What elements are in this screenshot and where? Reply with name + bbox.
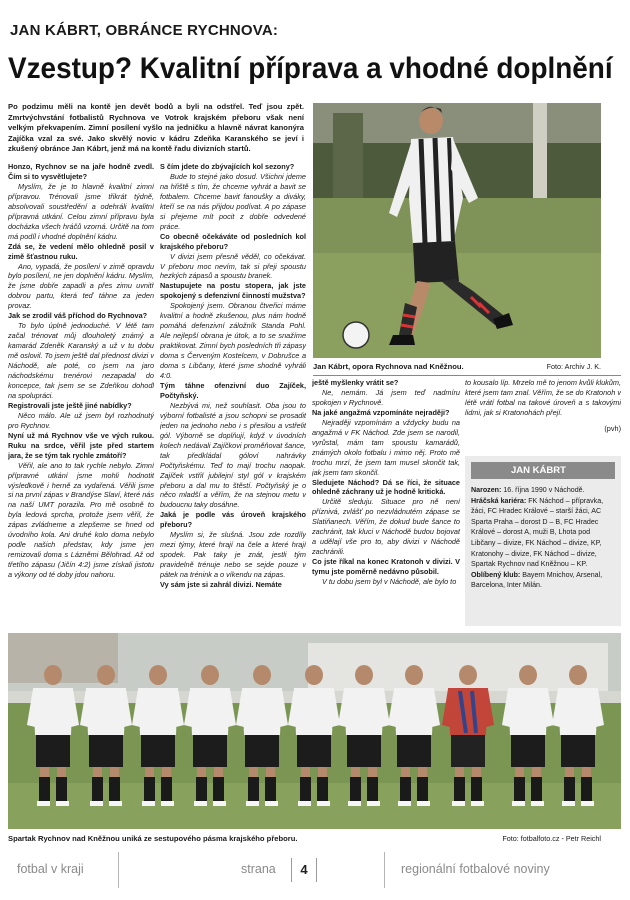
interview-question: Co jste říkal na konec Kratonoh v divizi. V tymu jste poměrně nedávno působil.: [312, 557, 460, 577]
infobox-born-label: Narozen:: [471, 486, 502, 494]
interview-question: S čím jdete do zbývajících kol sezony?: [160, 162, 295, 171]
infobox-career-value: FK Náchod – přípravka, žáci, FC Hradec Králové – starší žáci, AC Sparta Praha – dorost D – B, FC Hradec Králové – dorost A, muži B, Lhota pod Libčany – divize, FK Náchod – divize, KP, Kratonohy – divize, FK Náchod – divize, Spartak Rychnov nad Kněžnou – KP.: [471, 496, 604, 569]
interview-answer: Něco málo. Ale už jsem byl rozhodnutý pro Rychnov.: [8, 410, 154, 430]
footer-publication: regionální fotbalové noviny: [401, 862, 550, 876]
interview-question: Jak se zrodil váš příchod do Rychnova?: [8, 311, 148, 321]
interview-answer: Nezbývá mi, než souhlasit. Oba jsou to výborní fotbalisté a jsou schopni se prosadit jeden na jednoho nebo i s přesilou a vstřelit gól. Výborně se doplňují, když v úvodních kolech nedávali Zajíčkovi proměňovat šance, tak předkládal góloví nahrávky Počtyňskému. Teď to mají trochu naopak. Zajíček vstřil jubilejní styl gól v krajském přeboru a dal mu to štěstí. Počtyňský je o něco mladší a věřím, že na stejnou metu v budoucnu taky dosáhne.: [160, 400, 306, 510]
interview-question: Registrovali jste ještě jiné nabídky?: [8, 400, 132, 410]
caption-text: Jan Kábrt, opora Rychnova nad Kněžnou.: [313, 362, 464, 371]
author-signature: (pvh): [604, 423, 621, 433]
footer-page-number: 4: [291, 858, 317, 882]
footer-rule-left: [118, 852, 119, 888]
footer-section-label: fotbal v kraji: [17, 862, 84, 876]
interview-question: Sledujete Náchod? Dá se říci, že situace ohledně záchrany už je hodně kritická.: [312, 477, 460, 497]
infobox-fav-label: Oblíbený klub:: [471, 570, 521, 579]
article-column-4: [465, 378, 621, 450]
article-column-1: [8, 162, 154, 627]
photo-credit: Foto: Archiv J. K.: [546, 362, 601, 371]
lead-paragraph: Po podzimu měli na kontě jen devět bodů a byli na odstřel. Teď jsou zpět. Zmrtvýchvstání fotbalistů Rychnova ve Votrok krajském přeboru však není velkým překvapením. Zimní posílení vyšlo na jedničku a hlavně návrat kanonýra Zajíčka vzal za své. Jako skvělý novic v kádru Zdeňka Karanského se jeví i zkušený obránce Jan Kábrt, jenž má na kontě řadu divizních startů.: [8, 102, 304, 154]
team-photo-credit: Foto: fotbalfoto.cz - Petr Reichl: [502, 834, 601, 843]
infobox-career-label: Hráčská kariéra:: [471, 496, 527, 505]
interview-question: Nastupujete na postu stopera, jak jste spokojený s defenzivní činností mužstva?: [160, 281, 306, 301]
interview-answer: Nejraději vzpomínám a vždycky budu na angažmá v FK Náchod. Zde jsem se narodil, vyrůstal, mám tam spoustu kamarádů, známých okolo fotbalu i mimo něj. Proto mě trochu mrzí, že jsem tam musel skončit tak, jak jsem tam skončil.: [312, 417, 460, 477]
interview-question: Na jaké angažmá vzpomínáte nejraději?: [312, 407, 450, 417]
footer-page-label: strana: [241, 862, 276, 876]
article-column-3: [312, 378, 460, 628]
player-infobox: [465, 456, 621, 626]
page-footer: [0, 852, 630, 892]
headline: Vzestup? Kvalitní příprava a vhodné doplnění: [8, 52, 613, 85]
interview-question: Zdá se, že vedení mělo ohledně posil v zimě šťastnou ruku.: [8, 241, 154, 261]
interview-answer: Myslím, že je to hlavně kvalitní zimní přípravou. Trénovali jsme třikrát týdně, absolvovali soustředění a odehráli kvalitní přípravná utkání. Celou zimní přípravu byla docházka všech hráčů vzorná. Určitě na tom má podíl i vhodné doplnění kádru.: [8, 181, 154, 241]
infobox-born-value: 16. října 1990 v Náchodě.: [503, 486, 585, 494]
player-photo-caption: [313, 362, 601, 374]
team-photo: [8, 633, 621, 829]
interview-answer: To bylo úplně jednoduché. V létě tam začal trénovat můj dlouholetý známý a kamarád Zdeněk Karanský a už v tu dobu mě oslovil. To jsem ještě dal přednost divizi v Náchodě, ale poté, co jsem na jaro náchodskému trenérovi nezapadal do koncepce, tak jsem se se Zdeňkou dohodl na spolupráci.: [8, 321, 154, 400]
interview-question: Vy sám jste si zahrál divizi. Nemáte: [160, 580, 282, 590]
interview-answer: Určitě sleduju. Situace pro ně není příznivá, zvlášť po nezvládnutém zápase se Slatiňanech. Věřím, že dokud bude šance to zachránit, tak kluci v Náchodě budou bojovat a udělají vše pro to, aby divizi v Náchodě zachránili.: [312, 497, 460, 557]
interview-question: Jaká je podle vás úroveň krajského přeboru?: [160, 510, 306, 530]
footer-rule-right: [384, 852, 385, 888]
player-photo-image: [313, 103, 601, 358]
infobox-body: [465, 483, 621, 593]
interview-question: Honzo, Rychnov se na jaře hodně zvedl. Čím si to vysvětlujete?: [8, 162, 154, 181]
kicker: JAN KÁBRT, OBRÁNCE RYCHNOVA:: [10, 22, 279, 39]
team-photo-caption: [8, 834, 621, 843]
infobox-fav-value: Bayern Mnichov, Arsenal, Barcelona, Inter Milán.: [471, 570, 603, 590]
interview-answer: V tu dobu jsem byl v Náchodě, ale bylo to: [322, 577, 457, 587]
interview-question: Tým táhne ofenzivní duo Zajíček, Počtyňský.: [160, 380, 306, 400]
interview-answer: Ne, nemám. Já jsem teď nadmíru spokojen v Rychnově.: [312, 387, 460, 407]
interview-question: Nyní už má Rychnov vše ve vých rukou. Ruku na srdce, věřil jste před startem jara, že se tým tak rychle zmátoří?: [8, 430, 154, 460]
interview-answer: Myslím si, že slušná. Jsou zde rozdíly mezi týmy, které hrají na čele a které hrají spodek. Pak taky je znát, jestli tým pravidelně trénuje nebo se sejde pouze v pátek na trénink a o víkendu na zápas.: [160, 530, 306, 580]
interview-answer: to kousalo líp. Mrzelo mě to jenom kvůli klukům, které jsem tam znal. Věřím, že se do Kratonoh v létě vrátí fotbal na takové úroveň a s takovými lidmi, jak si Kratonohách přejí.: [465, 378, 621, 417]
interview-answer: Bude to stejné jako dosud. Všichni jdeme na hřiště s tím, že chceme vyhrát a bavit se fotbalem. Chceme bavit fanoušky a diváky, kteří se na nás přijdou podívat. A po zápase si přejeme mít pocit z dobře odvedené práce.: [160, 171, 306, 231]
interview-answer: Ano, vypadá, že posílení v zimě opravdu bylo posílení, ne jen doplnění kádru. Myslím, že jsme dobře zapadli a přes zimu uvnitř dobrou partu, která teď táhne za jeden provaz.: [8, 261, 154, 311]
infobox-title: JAN KÁBRT: [471, 462, 615, 479]
caption-rule: [313, 375, 621, 376]
interview-question: ještě myšlenky vrátit se?: [312, 378, 399, 387]
article-column-2: [160, 162, 306, 627]
team-photo-image: [8, 633, 621, 829]
interview-question: Co obecně očekáváte od posledních kol krajského přeboru?: [160, 231, 306, 251]
interview-answer: Spokojený jsem. Obranou čtveřici máme kvalitní a hodně zkušenou, plus nám hodně pomáhá defenzivní záložník Standa Pohl. Ale nejlepší obrana je útok, a to se snažíme praktikovat. Zimní bych posledních tři zápasy doma s Červeným Kostelcem, v Dobrušce a doma s Libčany, které jsme shodně vyhráli 4:0.: [160, 301, 306, 381]
interview-answer: Věřil, ale ano to tak rychle nebylo. Zimní přípravné utkání jsme mohli hodnotit výsledkově i herně za vydařená. Věřili jsme si na první zápas v Brandýse Slaví, které nás na naší UMT porazila. Pro mě osobně to byla ledová sprcha, protože jsem věřil, že zápas zvládneme a zlepšeme se hned od úvodního kola. Ani druhé kolo doma nebylo podle našich představ, kdy jsme jen remizovali doma s Lázněmi Bělohrad. Až od třetího zápasu (Jičín 4:2) jsme získali jistotu a výkony od té doby jdou nahoru.: [8, 460, 154, 580]
team-caption-text: Spartak Rychnov nad Kněžnou uniká ze sestupového pásma krajského přeboru.: [8, 834, 298, 843]
player-photo: [313, 103, 601, 358]
interview-answer: V divizi jsem přesně věděl, co očekávat. V přeboru moc nevím, tak si přeji spoustu hezkých zápasů a spoustu branek.: [160, 251, 306, 281]
